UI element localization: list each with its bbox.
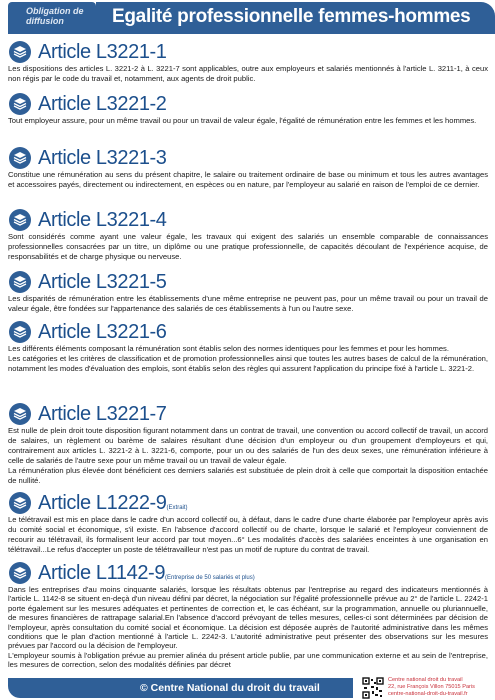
article-title: Article L3221-6 [38,321,167,343]
article-l3221-3 [8,146,488,190]
article-title: Article L3221-1 [38,41,167,63]
article-paragraph: Dans les entreprises d'au moins cinquante salariés, lorsque les résultats obtenus par l'entreprise au regard des indicateurs mentionnés à l'article L. 1142-8 se situent en-deçà d'un niveau défini par décret, la négociation sur l'égalité professionnelle prévue au 2° de l'article L. 2242-1 porte également sur les mesures adéquates et pertinentes de correction et, le cas échéant, sur la programmation, annuelle ou pluriannuelle, de mesures financières de rattrapage salarial.En l'absence d'accord prévoyant de telles mesures, celles-ci sont déterminées par décision de l'employeur, après consultation du comité social et économique. La décision est déposée auprès de l'autorité administrative dans les mêmes conditions que le plan d'action mentionné à l'article L. 2242-3. L'autorité administrative peut présenter des observations sur les mesures prévues par l'accord ou la décision de l'employeur. [8,585,488,651]
article-paragraph: Le télétravail est mis en place dans le cadre d'un accord collectif ou, à défaut, dans le cadre d'une charte élaborée par l'employeur après avis du comité social et économique, s'il existe. En l'absence d'accord collectif ou de charte, lorsque le salarié et l'employeur conviennent de recourir au télétravail, ils formalisent leur accord par tout moyen...6° Les modalités d'accès des salariées enceintes à une organisation en télétravail...Le refus d'accepter un poste de télétravailleur n'est pas un motif de rupture du contrat de travail. [8,515,488,555]
article-body [8,232,488,262]
article-l3221-7 [8,402,488,487]
article-l1142-9 [8,561,488,670]
article-l3221-4 [8,208,488,262]
article-body [8,344,488,374]
stack-layers-icon [9,93,31,115]
article-body [8,426,488,487]
article-body [8,294,488,314]
address-line: 22, rue François Villon 75015 Paris [388,684,475,690]
page-title: Egalité professionnelle femmes-hommes [112,6,471,27]
article-title: Article L3221-7 [38,403,167,425]
page-header [0,0,495,36]
stack-layers-icon [9,492,31,514]
article-body [8,170,488,190]
article-title: Article L3221-5 [38,271,167,293]
article-subtitle: (Entreprise de 50 salariés et plus) [165,575,255,581]
stack-layers-icon [9,147,31,169]
header-rule [8,32,495,34]
article-paragraph: Constitue une rémunération au sens du présent chapitre, le salaire ou traitement ordinaire de base ou minimum et tous les autres avantages et accessoires payés, directement ou indirectement, en espèces ou en nature, par l'employeur au salarié en raison de l'emploi de ce dernier. [8,170,488,190]
article-l1222-9 [8,491,488,555]
stack-layers-icon [9,41,31,63]
article-title: Article L3221-4 [38,209,167,231]
article-paragraph: Les différents éléments composant la rémunération sont établis selon des normes identiques pour les femmes et pour les hommes. [8,344,449,353]
article-body [8,585,488,670]
article-paragraph: Est nulle de plein droit toute disposition figurant notamment dans un contrat de travail, une convention ou accord collectif de travail, un accord de salaires, un règlement ou barème de salaires résultant d'une décision d'un employeur ou d'un groupement d'employeurs et qui, contrairement aux articles L. 3221-2 à L. 3221-6, comporte, pour un ou des salariés de l'un des deux sexes, une rémunération inférieure à celle de salariés de l'autre sexe pour un même travail ou un travail de valeur égale. [8,426,488,466]
article-paragraph: L'employeur soumis à l'obligation prévue au premier alinéa du présent article publie, par une communication externe et au sein de l'entreprise, les mesures de correction, selon des modalités définies par décret [8,650,488,670]
article-title: Article L3221-2 [38,93,167,115]
article-l3221-1 [8,40,488,84]
diffusion-tab: Obligation de diffusion [8,2,96,32]
footer-brand: © Centre National du droit du travail [140,682,320,694]
article-title-text: Article L1222-9 [38,492,167,514]
article-title-text: Article L1142-9 [38,562,166,584]
address-line: Centre national droit du travail [388,677,463,683]
address-line: centre-national-droit-du-travail.fr [388,691,468,697]
article-paragraph: La rémunération plus élevée dont bénéficient ces derniers salariés est substituée de plein droit à celle que comportait la disposition entachée de nullité. [8,466,488,486]
stack-layers-icon [9,562,31,584]
article-paragraph: Sont considérés comme ayant une valeur égale, les travaux qui exigent des salariés un ensemble comparable de connaissances professionnelles consacrées par un titre, un diplôme ou une pratique professionnelle, de capacités découlant de l'expérience acquise, de responsabilités et de charge physique ou nerveuse. [8,232,488,262]
article-body [8,64,488,84]
page-footer [0,676,495,700]
article-title: Article L3221-3 [38,147,167,169]
stack-layers-icon [9,403,31,425]
footer-address [388,677,475,698]
article-paragraph: Les disparités de rémunération entre les établissements d'une même entreprise ne peuvent pas, pour un même travail ou pour un travail de valeur égale, être fondées sur l'appartenance des salariés de ces établissements à l'un ou l'autre sexe. [8,294,488,314]
article-body [8,515,488,555]
article-title [38,561,255,590]
stack-layers-icon [9,321,31,343]
article-l3221-5 [8,270,488,314]
article-subtitle: (Extrait) [166,505,188,511]
stack-layers-icon [9,209,31,231]
article-title [38,491,188,520]
article-body [8,116,488,126]
article-paragraph: Les dispositions des articles L. 3221-2 à L. 3221-7 sont applicables, outre aux employeurs et salariés mentionnés à l'article L. 3211-1, à ceux non régis par le code du travail et, notamment, aux agents de droit public. [8,64,488,84]
article-paragraph: Tout employeur assure, pour un même travail ou pour un travail de valeur égale, l'égalité de rémunération entre les femmes et les hommes. [8,116,477,125]
stack-layers-icon [9,271,31,293]
article-l3221-2 [8,92,488,126]
article-l3221-6 [8,320,488,374]
article-paragraph: Les catégories et les critères de classification et de promotion professionnelles ainsi que toutes les autres bases de calcul de la rémunération, notamment les modes d'évaluation des emplois, sont établis selon des règles qui assurent l'application du principe fixé à l'article L. 3221-2. [8,354,488,374]
qr-code [362,677,384,699]
